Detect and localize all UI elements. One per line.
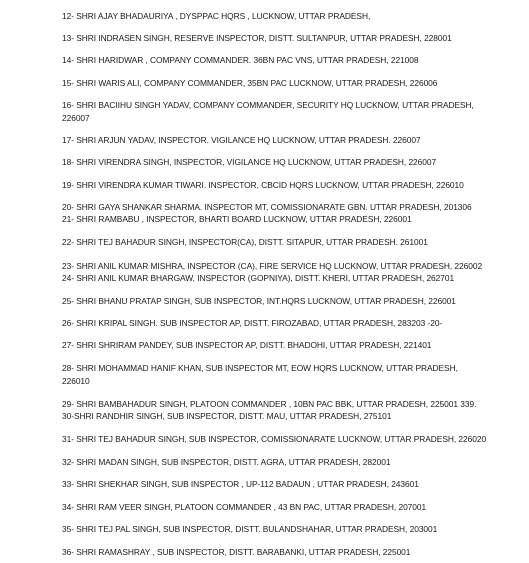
list-item: 32- SHRI MADAN SINGH, SUB INSPECTOR, DISTT. AGRA, UTTAR PRADESH, 282001	[62, 457, 391, 467]
list-item: 29- SHRI BAMBAHADUR SINGH, PLATOON COMMANDER , 10BN PAC BBK, UTTAR PRADESH, 225001 339.	[62, 399, 477, 409]
list-item: 36- SHRI RAMASHRAY , SUB INSPECTOR, DISTT. BARABANKI, UTTAR PRADESH, 225001	[62, 547, 411, 557]
list-item: 35- SHRI TEJ PAL SINGH, SUB INSPECTOR, DISTT. BULANDSHAHAR, UTTAR PRADESH, 203001	[62, 524, 438, 534]
list-item: 20- SHRI GAYA SHANKAR SHARMA. INSPECTOR MT, COMISSIONARATE GBN. UTTAR PRADESH, 201306	[62, 202, 472, 212]
list-item: 27- SHRI SHRIRAM PANDEY, SUB INSPECTOR AP, DISTT. BHADOHI, UTTAR PRADESH, 221401	[62, 340, 432, 350]
list-item: 30-SHRI RANDHIR SINGH, SUB INSPECTOR, DISTT. MAU, UTTAR PRADESH, 275101	[62, 411, 392, 421]
list-item: 15- SHRI WARIS ALI, COMPANY COMMANDER, 35BN PAC LUCKNOW, UTTAR PRADESH, 226006	[62, 78, 438, 88]
list-item: 19- SHRI VIRENDRA KUMAR TIWARI. INSPECTOR, CBCID HQRS LUCKNOW, UTTAR PRADESH, 226010	[62, 180, 464, 190]
list-item: 14- SHRI HARIDWAR , COMPANY COMMANDER. 36BN PAC VNS, UTTAR PRADESH, 221008	[62, 55, 419, 65]
list-item: 31- SHRI TEJ BAHADUR SINGH, SUB INSPECTOR, COMISSIONARATE LUCKNOW, UTTAR PRADESH, 226020	[62, 434, 487, 444]
list-item: 17- SHRI ARJUN YADAV, INSPECTOR. VIGILANCE HQ LUCKNOW, UTTAR PRADESH. 226007	[62, 135, 421, 145]
list-item-continuation: 226010	[62, 376, 90, 386]
list-item: 26- SHRI KRIPAL SINGH. SUB INSPECTOR AP, DISTT. FIROZABAD, UTTAR PRADESH, 283203 -20-	[62, 318, 443, 328]
list-item: 16- SHRI BACIIHU SINGH YADAV, COMPANY COMMANDER, SECURITY HQ LUCKNOW, UTTAR PRADESH,	[62, 100, 474, 110]
list-item: 22- SHRI TEJ BAHADUR SINGH, INSPECTOR(CA), DISTT. SITAPUR, UTTAR PRADESH. 261001	[62, 237, 428, 247]
list-item: 34- SHRI RAM VEER SINGH, PLATOON COMMANDER , 43 BN PAC, UTTAR PRADESH, 207001	[62, 502, 427, 512]
list-item: 12- SHRI AJAY BHADAURIYA , DYSPPAC HQRS , LUCKNOW, UTTAR PRADESH,	[62, 11, 371, 21]
list-item: 28- SHRI MOHAMMAD HANIF KHAN, SUB INSPECTOR MT, EOW HQRS LUCKNOW, UTTAR PRADESH,	[62, 363, 458, 373]
list-item-continuation: 226007	[62, 113, 90, 123]
list-item: 23- SHRI ANIL KUMAR MISHRA, INSPECTOR (CA), FIRE SERVICE HQ LUCKNOW, UTTAR PRADESH, 226002	[62, 261, 483, 271]
list-item: 33- SHRI SHEKHAR SINGH, SUB INSPECTOR , UP-112 BADAUN , UTTAR PRADESH, 243601	[62, 479, 419, 489]
list-item: 25- SHRI BHANU PRATAP SINGH, SUB INSPECTOR, INT.HQRS LUCKNOW, UTTAR PRADESH, 226001	[62, 296, 456, 306]
list-item: 24- SHRI ANIL KUMAR BHARGAW, INSPECTOR (GOPNIYA), DISTT. KHERI, UTTAR PRADESH, 262701	[62, 273, 455, 283]
list-item: 21- SHRI RAMBABU , INSPECTOR, BHARTI BOARD LUCKNOW, UTTAR PRADESH, 226001	[62, 214, 412, 224]
list-item: 13- SHRI INDRASEN SINGH, RESERVE INSPECTOR, DISTT. SULTANPUR, UTTAR PRADESH, 228001	[62, 33, 452, 43]
list-item: 18- SHRI VIRENDRA SINGH, INSPECTOR, VIGILANCE HQ LUCKNOW, UTTAR PRADESH, 226007	[62, 157, 437, 167]
